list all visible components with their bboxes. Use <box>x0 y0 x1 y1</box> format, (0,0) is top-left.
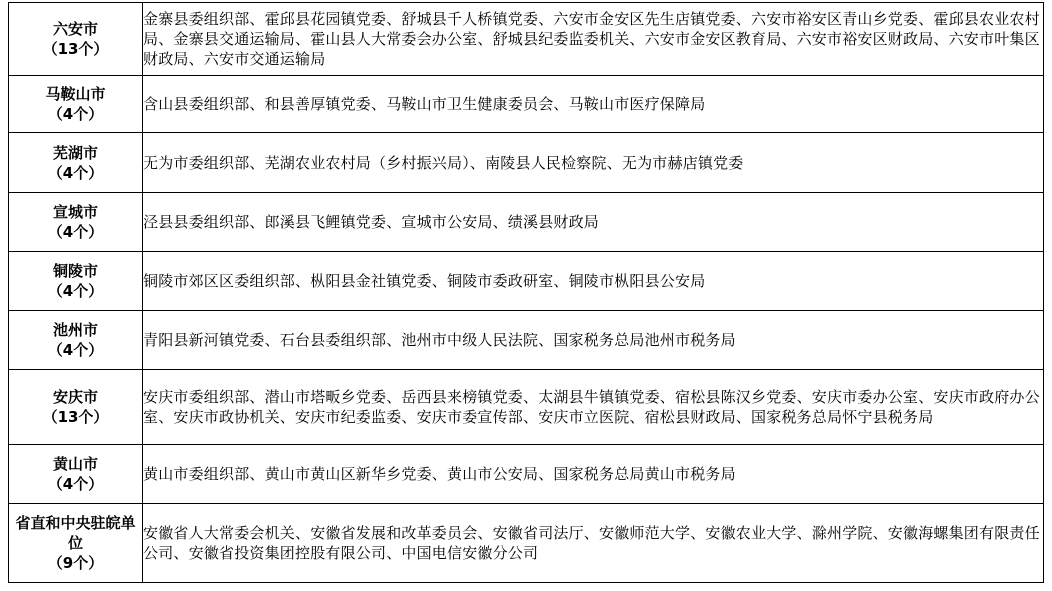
unit-list: 无为市委组织部、芜湖农业农村局（乡村振兴局）、南陵县人民检察院、无为市赫店镇党委 <box>143 133 1044 193</box>
unit-count: （4个） <box>47 282 104 300</box>
region-name: 宣城市 <box>52 203 98 221</box>
region-name: 黄山市 <box>52 455 98 473</box>
unit-list: 安庆市委组织部、潜山市塔畈乡党委、岳西县来榜镇党委、太湖县牛镇镇党委、宿松县陈汉乡党委、安庆市委办公室、安庆市政府办公室、安庆市政协机关、安庆市纪委监委、安庆市委宣传部、安庆市立医院、宿松县财政局、国家税务总局怀宁县税务局 <box>143 370 1044 445</box>
region-name: 安庆市 <box>52 388 98 406</box>
table-row <box>9 252 1044 311</box>
region-cell <box>9 133 143 193</box>
region-cell <box>9 311 143 370</box>
unit-list: 铜陵市郊区区委组织部、枞阳县金社镇党委、铜陵市委政研室、铜陵市枞阳县公安局 <box>143 252 1044 311</box>
unit-list: 泾县县委组织部、郎溪县飞鲤镇党委、宣城市公安局、绩溪县财政局 <box>143 193 1044 252</box>
table-row <box>9 76 1044 133</box>
region-cell <box>9 370 143 445</box>
unit-count: （4个） <box>47 163 104 182</box>
region-name: 铜陵市 <box>52 262 98 280</box>
units-table <box>8 2 1044 583</box>
region-cell <box>9 193 143 252</box>
region-name: 六安市 <box>52 20 98 38</box>
table-row <box>9 504 1044 583</box>
unit-count: （4个） <box>47 475 104 493</box>
unit-count: （4个） <box>47 223 104 241</box>
table-row <box>9 193 1044 252</box>
unit-count: （4个） <box>47 105 104 123</box>
table-row <box>9 370 1044 445</box>
unit-count: （13个） <box>42 40 109 58</box>
unit-list: 黄山市委组织部、黄山市黄山区新华乡党委、黄山市公安局、国家税务总局黄山市税务局 <box>143 445 1044 504</box>
table-row <box>9 445 1044 504</box>
region-name: 马鞍山市 <box>45 85 106 103</box>
region-name: 池州市 <box>52 321 98 339</box>
unit-count: （9个） <box>47 554 104 572</box>
unit-list: 金寨县委组织部、霍邱县花园镇党委、舒城县千人桥镇党委、六安市金安区先生店镇党委、六安市裕安区青山乡党委、霍邱县农业农村局、金寨县交通运输局、霍山县人大常委会办公室、舒城县纪委监委机关、六安市金安区教育局、六安市裕安区财政局、六安市叶集区财政局、六安市交通运输局 <box>143 3 1044 76</box>
table-row <box>9 133 1044 193</box>
region-cell <box>9 504 143 583</box>
unit-list: 安徽省人大常委会机关、安徽省发展和改革委员会、安徽省司法厅、安徽师范大学、安徽农业大学、滁州学院、安徽海螺集团有限责任公司、安徽省投资集团控股有限公司、中国电信安徽分公司 <box>143 504 1044 583</box>
unit-list: 含山县委组织部、和县善厚镇党委、马鞍山市卫生健康委员会、马鞍山市医疗保障局 <box>143 76 1044 133</box>
region-cell <box>9 76 143 133</box>
region-cell <box>9 252 143 311</box>
unit-count: （4个） <box>47 341 104 359</box>
region-name: 省直和中央驻皖单位 <box>15 514 136 552</box>
region-cell <box>9 3 143 76</box>
unit-list: 青阳县新河镇党委、石台县委组织部、池州市中级人民法院、国家税务总局池州市税务局 <box>143 311 1044 370</box>
table-row <box>9 311 1044 370</box>
unit-count: （13个） <box>42 408 109 426</box>
table-row <box>9 3 1044 76</box>
region-name: 芜湖市 <box>52 143 98 162</box>
region-cell <box>9 445 143 504</box>
